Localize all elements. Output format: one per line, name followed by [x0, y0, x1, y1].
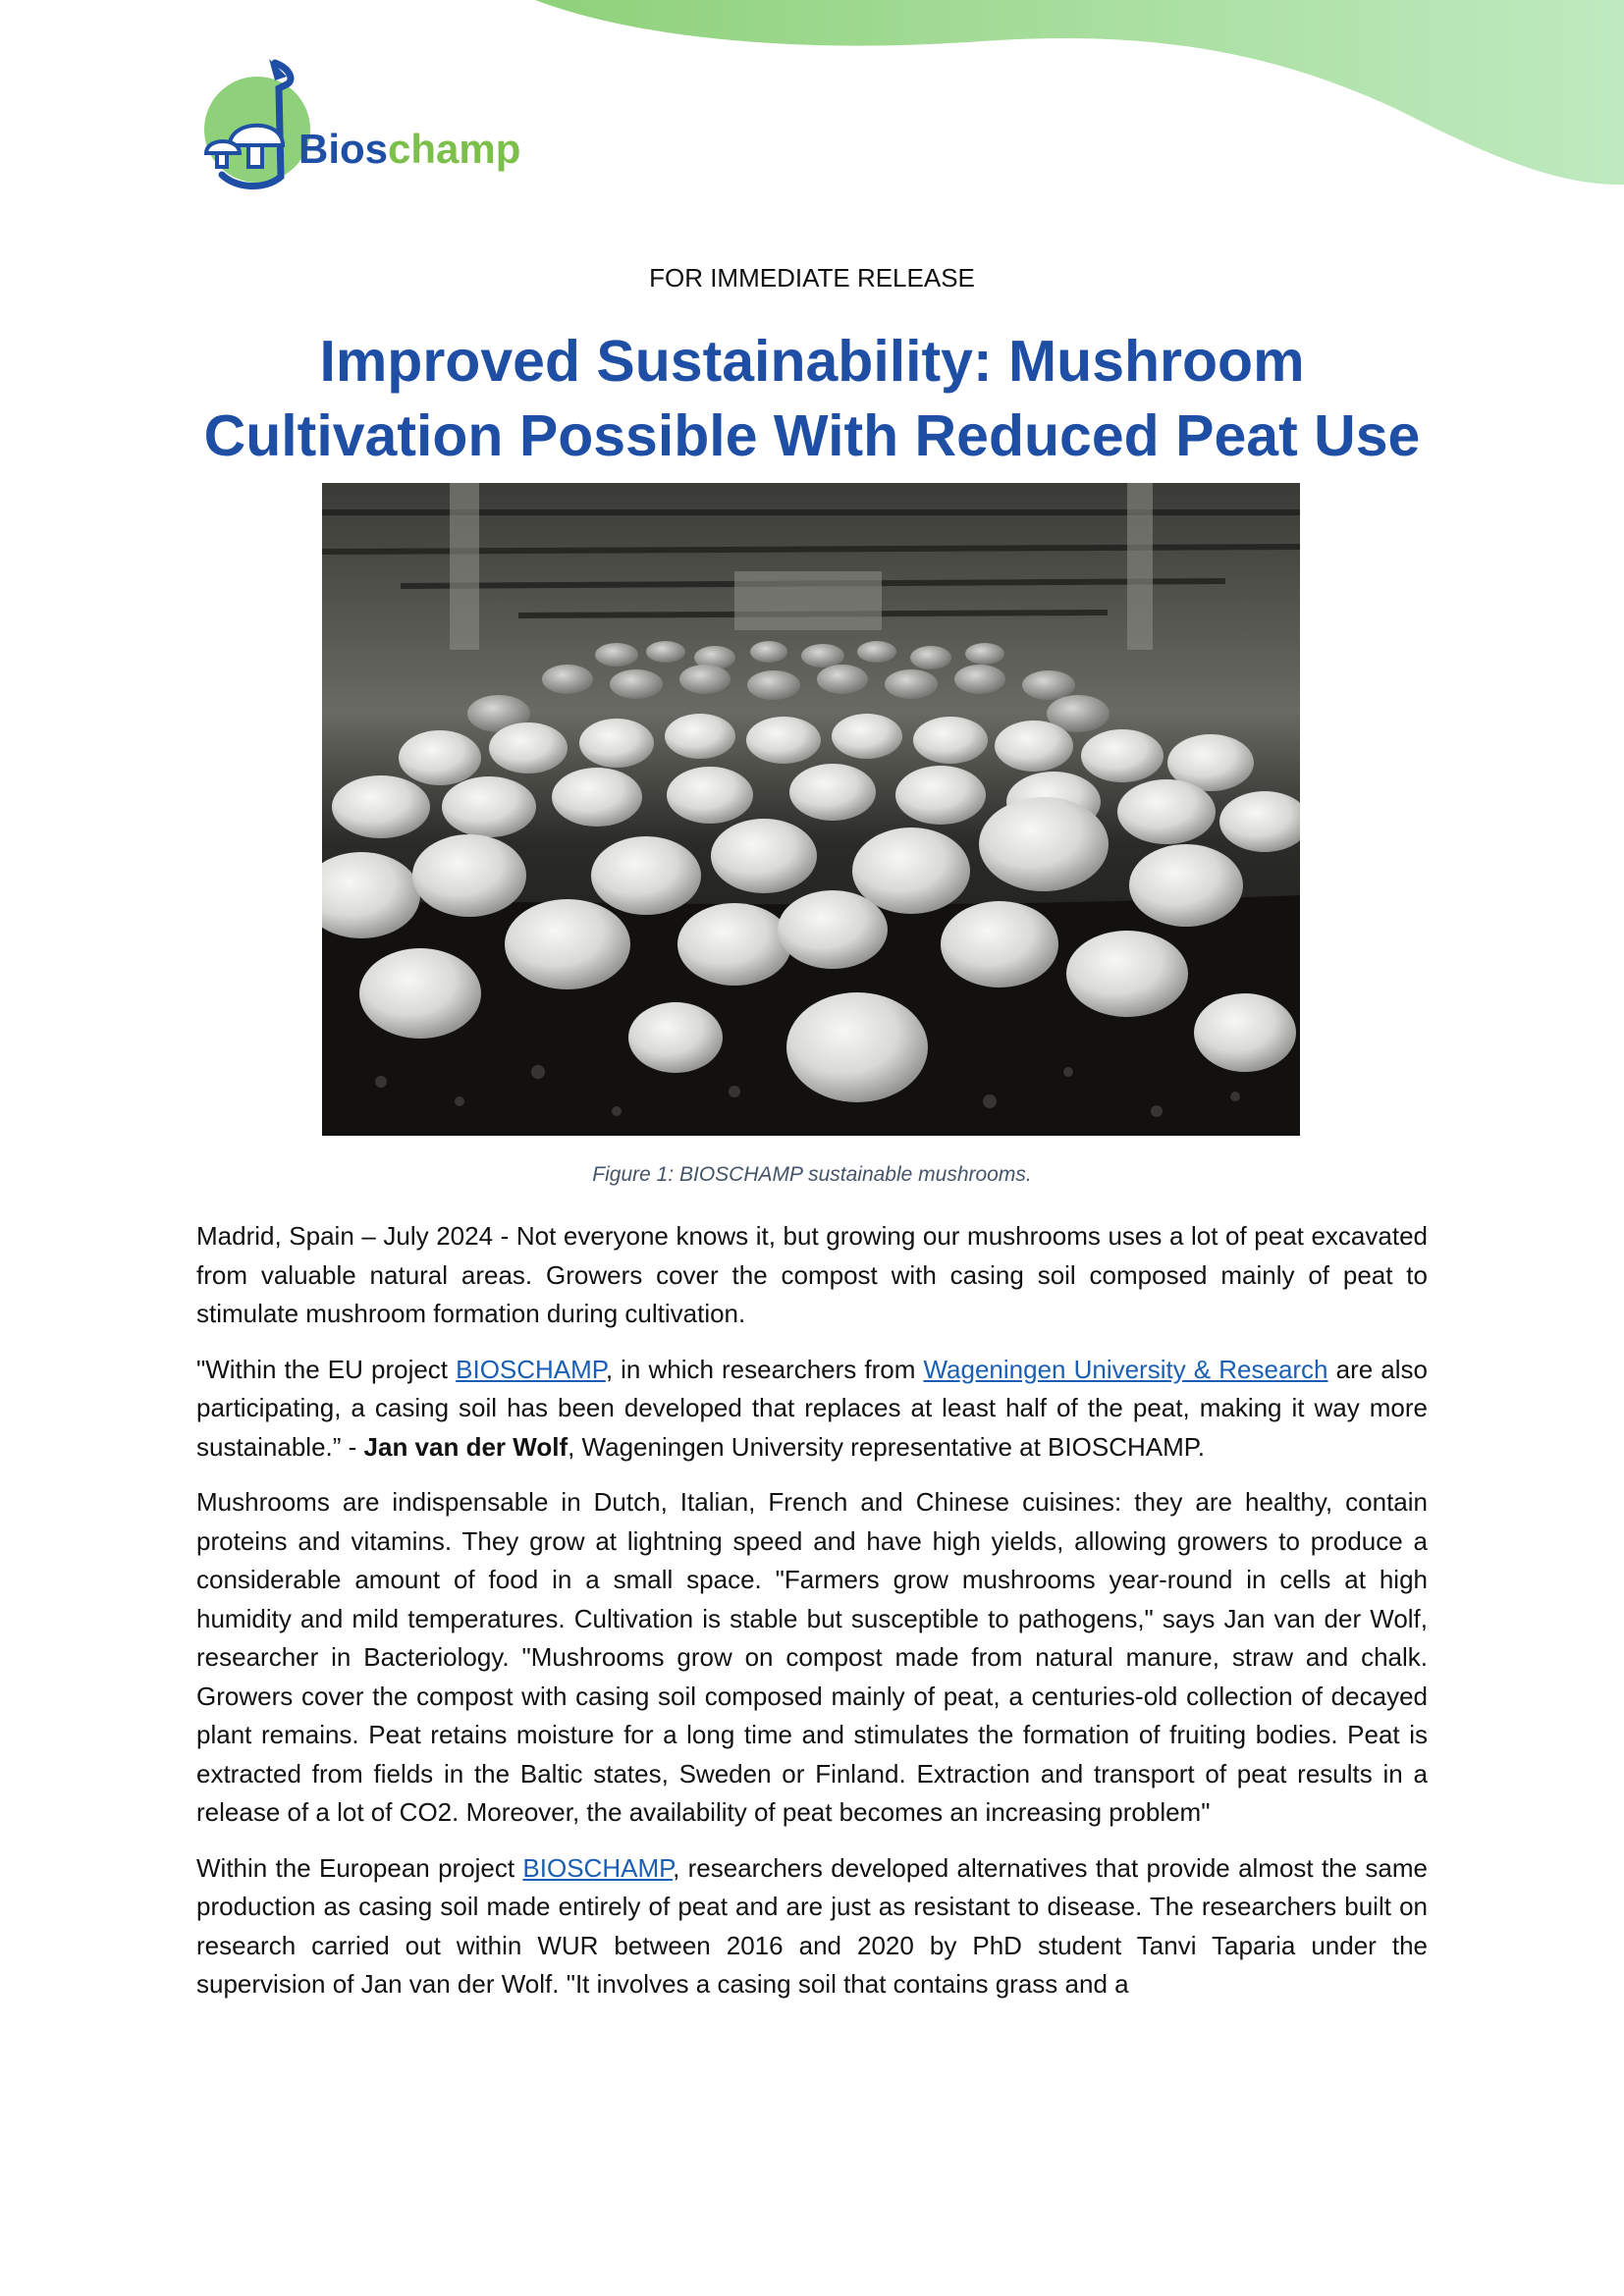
figure-caption: Figure 1: BIOSCHAMP sustainable mushrooms.	[592, 1163, 1032, 1186]
mushroom-photo-illustration	[322, 483, 1300, 1136]
release-label: FOR IMMEDIATE RELEASE	[649, 263, 975, 293]
paragraph-intro: Madrid, Spain – July 2024 - Not everyone knows it, but growing our mushrooms uses a lot of peat excavated from valuable natural areas. Growers cover the compost with casing soil composed mainly of peat to stimulate mushroom formation during cultivation.	[196, 1221, 1428, 1328]
page-title	[147, 324, 1477, 473]
logo-wordmark: Bioschamp	[298, 126, 521, 172]
article-body	[196, 1217, 1428, 2021]
bioschamp-link[interactable]: BIOSCHAMP	[456, 1354, 606, 1384]
title-line-2: Cultivation Possible With Reduced Peat Use	[203, 403, 1421, 468]
bioschamp-link-2[interactable]: BIOSCHAMP	[522, 1852, 674, 1883]
title-line-1: Improved Sustainability: Mushroom	[319, 329, 1305, 394]
quote-text-middle: , in which researchers from	[605, 1354, 924, 1384]
paragraph-quote	[196, 1351, 1428, 1468]
bioschamp-logo[interactable]	[196, 59, 521, 196]
quote-text-start: "Within the EU project	[196, 1354, 457, 1384]
paragraph-mushrooms: Mushrooms are indispensable in Dutch, Italian, French and Chinese cuisines: they are healthy, contain proteins and vitamins. They grow at lightning speed and have high yields, allowing growers to produce a considerable amount of food in a small space. "Farmers grow mushrooms year-round in cells at high humidity and mild temperatures. Cultivation is stable but susceptible to pathogens," says Jan van der Wolf, researcher in Bacteriology. "Mushrooms grow on compost made from natural manure, straw and chalk. Growers cover the compost with casing soil composed mainly of peat, a centuries-old collection of decayed plant remains. Peat retains moisture for a long time and stimulates the formation of fruiting bodies. Peat is extracted from fields in the Baltic states, Sweden or Finland. Extraction and transport of peat results in a release of a lot of CO2. Moreover, the availability of peat becomes an increasing problem"	[196, 1487, 1428, 1827]
project-text-end: , researchers developed alternatives that provide almost the same production as casing soil made entirely of peat and are just as resistant to disease. The researchers built on research carried out within WUR between 2016 and 2020 by PhD student Tanvi Taparia under the supervision of Jan van der Wolf. "It involves a casing soil that contains grass and a	[196, 1852, 1428, 1999]
speaker-name: Jan van der Wolf	[363, 1431, 568, 1462]
paragraph-project	[196, 1849, 1428, 2004]
project-text-start: Within the European project	[196, 1852, 523, 1883]
mushroom-logo-icon	[196, 59, 314, 196]
mushroom-farm-photo	[322, 483, 1300, 1136]
quote-text-end: are also participating, a casing soil has been developed that replaces at least half of the peat, making it way more sustainable.” -	[196, 1354, 1428, 1462]
speaker-affiliation: , Wageningen University representative at BIOSCHAMP.	[568, 1431, 1205, 1462]
wageningen-link[interactable]: Wageningen University & Research	[923, 1354, 1328, 1384]
